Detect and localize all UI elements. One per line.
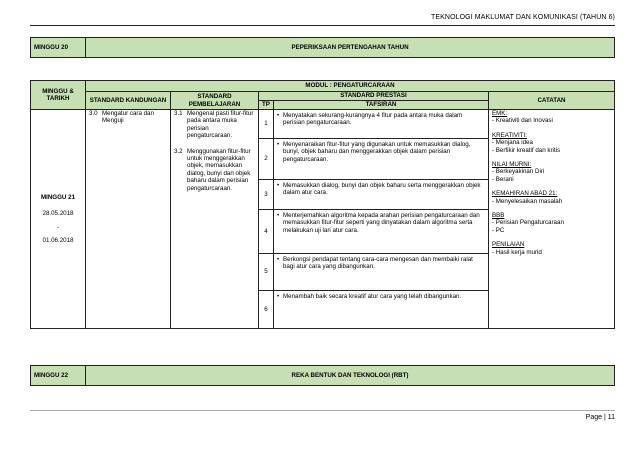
catatan-item: - Perisian Pengaturcaraan xyxy=(492,219,564,227)
tafsiran-text: Memasukkan dialog, bunyi dan objek baharu serta menggerakkan objek dalam atur cara. xyxy=(283,182,481,197)
catatan-item: - Berani xyxy=(492,175,514,183)
week-date-cell xyxy=(31,110,86,329)
col-sp-header: STANDARD PEMBELAJARAN xyxy=(171,92,259,110)
bullet-icon: • xyxy=(277,182,280,189)
week20-title: PEPERIKSAAN PERTENGAHAN TAHUN xyxy=(86,38,615,58)
tp-level: 1 xyxy=(259,110,274,139)
catatan-item: - Menyelesaikan masalah xyxy=(492,197,563,205)
sp-number: 3.2 xyxy=(174,147,183,155)
header-rule xyxy=(30,25,615,26)
tafsiran-text: Menterjemahkan algoritma kepada arahan perisian pengaturcaraan dan memasukkan fitur-fitur seperti yang dinyatakan dalam algoritma serta melakukan uji lari atur cara. xyxy=(283,212,480,234)
catatan-title: NILAI MURNI: xyxy=(492,161,532,169)
catatan-item: - Hasil kerja murid xyxy=(492,248,542,256)
tafsiran-cell xyxy=(274,210,489,254)
catatan-cell xyxy=(489,110,615,329)
catatan-item: - Berkeyakinan Diri xyxy=(492,168,545,176)
page-header: TEKNOLOGI MAKLUMAT DAN KOMUNIKASI (TAHUN 6) xyxy=(431,14,615,21)
tafsiran-text: Menambah baik secara kreatif atur cara yang telah dibangunkan. xyxy=(283,293,462,300)
footer-rule xyxy=(30,410,615,411)
col-tafsiran-header: TAFSIRAN xyxy=(274,101,489,110)
week21-label: MINGGU 21 xyxy=(40,193,76,201)
sp-text: Mengenal pasti fitur-fitur pada antara muka perisian pengaturcaraan. xyxy=(187,110,254,140)
sk-number: 3.0 xyxy=(89,110,98,117)
catatan-title: BBB xyxy=(492,212,505,220)
col-catatan-header: CATATAN xyxy=(489,92,615,110)
sp-text: Menggunakan fitur-fitur untuk menggerakkan objek, memasukkan dialog, bunyi dan objek baharu dalam perisian pengaturcaraan. xyxy=(187,147,251,192)
tafsiran-cell xyxy=(274,291,489,329)
col-tp-header: TP xyxy=(259,101,274,110)
week20-label: MINGGU 20 xyxy=(31,38,86,58)
catatan-item: - PC xyxy=(492,226,505,234)
tafsiran-cell xyxy=(274,110,489,139)
tp-level: 2 xyxy=(259,139,274,180)
sk-cell xyxy=(86,110,171,329)
col-prestasi-header: STANDARD PRESTASI xyxy=(259,92,489,101)
week22-title: REKA BENTUK DAN TEKNOLOGI (RBT) xyxy=(86,366,615,386)
tp-level: 5 xyxy=(259,254,274,291)
tp-level: 3 xyxy=(259,180,274,210)
tafsiran-text: Menyatakan sekurang-kurangnya 4 fitur pada antara muka dalam perisian pengaturcaraan. xyxy=(283,112,463,127)
sp-number: 3.1 xyxy=(174,110,183,117)
catatan-title: EMK: xyxy=(492,110,508,117)
bullet-icon: • xyxy=(277,112,280,119)
bullet-icon: • xyxy=(277,256,280,263)
date-end: 01.06.2018 xyxy=(42,236,74,244)
week22-table xyxy=(30,365,615,386)
date-start: 28.05.2018 xyxy=(42,210,74,218)
modul-header: MODUL : PENGATURCARAAN xyxy=(86,81,615,92)
catatan-item: - Menjana idea xyxy=(492,139,533,147)
sp-cell xyxy=(171,110,259,329)
catatan-item: - Kreativiti dan Inovasi xyxy=(492,117,553,125)
main-table xyxy=(30,80,615,329)
tp-level: 4 xyxy=(259,210,274,254)
catatan-title: KREATIVITI: xyxy=(492,131,527,139)
bullet-icon: • xyxy=(277,212,280,219)
tafsiran-cell xyxy=(274,180,489,210)
tafsiran-cell xyxy=(274,254,489,291)
date-separator: - xyxy=(56,223,60,231)
page-number: Page | 11 xyxy=(585,414,615,421)
bullet-icon: • xyxy=(277,141,280,148)
week20-table xyxy=(30,37,615,58)
tafsiran-text: Berkongsi pendapat tentang cara-cara mengesan dan membaiki ralat bagi atur cara yang dibangunkan. xyxy=(283,256,473,271)
catatan-item: - Berfikir kreatif dan kritis xyxy=(492,146,561,154)
catatan-title: PENILAIAN xyxy=(492,241,525,249)
tafsiran-text: Menyenaraikan fitur-fitur yang digunakan untuk memasukkan dialog, bunyi, objek baharu dan menggerakkan objek dalam perisian pengaturcaraan. xyxy=(283,141,471,163)
tafsiran-cell xyxy=(274,139,489,180)
tp-level: 6 xyxy=(259,291,274,329)
col-sk-header: STANDARD KANDUNGAN xyxy=(86,92,171,110)
week22-label: MINGGU 22 xyxy=(31,366,86,386)
sk-text: Mengatur cara dan Menguji xyxy=(102,110,154,125)
bullet-icon: • xyxy=(277,293,280,300)
col-minggu-header: MINGGU & TARIKH xyxy=(31,81,86,110)
catatan-title: KEMAHIRAN ABAD 21: xyxy=(492,190,558,198)
